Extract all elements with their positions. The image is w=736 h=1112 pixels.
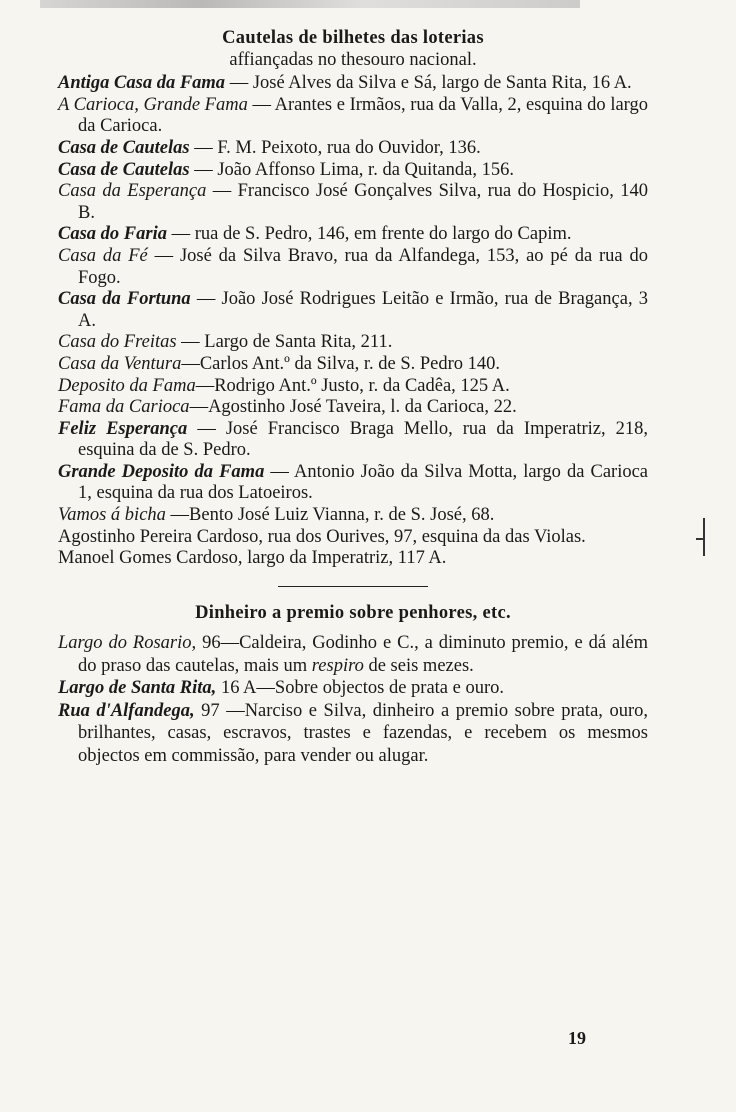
list-item — [58, 138, 648, 160]
entry-name: Deposito da Fama — [58, 375, 196, 396]
section-divider — [278, 586, 428, 587]
entry-name: Casa de Cautelas — [58, 137, 190, 158]
entry-name: Largo de Santa Rita, — [58, 678, 217, 699]
entry-name: Casa da Ventura — [58, 353, 182, 374]
entry-text: —Bento José Luiz Vianna, r. de S. José, 68. — [165, 505, 495, 526]
list-item — [58, 419, 648, 462]
entry-name: Largo do Rosario, — [58, 633, 197, 654]
entry-text: 97 —Narciso e Silva, dinheiro a premio sobre prata, ouro, brilhantes, casas, escravos, trastes e fazendas, e recebem os mesmos objectos em commissão, para vender ou alugar. — [78, 700, 648, 766]
entry-text: — João Affonso Lima, r. da Quitanda, 156. — [189, 159, 514, 180]
list-item — [58, 376, 648, 398]
list-item — [58, 462, 648, 505]
lottery-list — [58, 73, 648, 570]
entry-text: — Arantes e Irmãos, rua da Valla, 2, esquina do largo da Carioca. — [78, 94, 648, 137]
list-item — [58, 224, 648, 246]
entry-name: Casa da Esperança — [58, 181, 207, 202]
entry-name: Fama da Carioca — [58, 397, 190, 418]
entry-text: — Francisco José Gonçalves Silva, rua do Hospicio, 140 B. — [78, 181, 648, 223]
entry-italic: respiro — [311, 655, 364, 676]
entry-name: Casa de Cautelas — [58, 159, 190, 180]
list-item — [58, 397, 648, 419]
margin-mark — [703, 518, 705, 556]
entry-text: —Rodrigo Ant.º Justo, r. da Cadêa, 125 A. — [195, 375, 510, 396]
entry-text: 16 A—Sobre objectos de prata e ouro. — [216, 678, 505, 699]
entry-name: Vamos á bicha — [58, 505, 166, 526]
list-item — [58, 332, 648, 354]
print-smudge — [40, 0, 580, 8]
entry-name: Grande Deposito da Fama — [58, 461, 265, 482]
list-item — [58, 354, 648, 376]
entry-name: A Carioca, Grande Fama — [58, 94, 248, 115]
list-item — [58, 73, 648, 95]
entry-name: Rua d'Alfandega, — [58, 700, 195, 721]
entry-name: Antiga Casa da Fama — [58, 73, 226, 94]
entry-text: — José Alves da Silva e Sá, largo de Santa Rita, 16 A. — [225, 73, 632, 94]
entry-text: — José da Silva Bravo, rua da Alfandega, 153, ao pé da rua do Fogo. — [78, 245, 648, 288]
list-item — [58, 700, 648, 768]
entry-name: Casa do Freitas — [58, 332, 177, 353]
entry-text: —Carlos Ant.º da Silva, r. de S. Pedro 140. — [181, 353, 501, 374]
entry-text: — Antonio João da Silva Motta, largo da Carioca 1, esquina da rua dos Latoeiros. — [78, 461, 649, 504]
entry-text: — F. M. Peixoto, rua do Ouvidor, 136. — [189, 137, 481, 158]
list-item — [58, 181, 648, 224]
list-item — [58, 632, 648, 677]
entry-name: Casa do Faria — [58, 224, 167, 245]
entry-text: — Largo de Santa Rita, 211. — [176, 332, 393, 353]
list-item — [58, 289, 648, 332]
entry-text: Manoel Gomes Cardoso, largo da Imperatriz, 117 A. — [58, 548, 447, 569]
entry-name: Casa da Fé — [58, 245, 148, 266]
entry-text: — José Francisco Braga Mello, rua da Imperatriz, 218, esquina da de S. Pedro. — [78, 418, 649, 461]
list-item — [58, 160, 648, 182]
pawn-list — [58, 632, 648, 767]
entry-tail: de seis mezes. — [363, 655, 474, 676]
section-subtitle: affiançadas no thesouro nacional. — [229, 49, 477, 70]
section2-title: Dinheiro a premio sobre penhores, etc. — [195, 602, 511, 623]
entry-text: 96—Caldeira, Godinho e C., a diminuto premio, e dá além do praso das cautelas, mais um — [78, 633, 648, 676]
list-item — [58, 246, 648, 289]
entry-text: — João José Rodrigues Leitão e Irmão, rua de Bragança, 3 A. — [78, 289, 648, 331]
list-item — [58, 527, 648, 549]
list-item — [58, 95, 648, 138]
entry-text: Agostinho Pereira Cardoso, rua dos Ourives, 97, esquina da das Violas. — [58, 526, 586, 547]
entry-name: Casa da Fortuna — [58, 289, 191, 310]
section-title: Cautelas de bilhetes das loterias — [222, 28, 484, 48]
entry-name: Feliz Esperança — [58, 418, 188, 439]
entry-text: — rua de S. Pedro, 146, em frente do largo do Capim. — [166, 224, 572, 245]
entry-text: —Agostinho José Taveira, l. da Carioca, 22. — [189, 397, 517, 418]
list-item — [58, 677, 648, 700]
list-item — [58, 548, 648, 570]
list-item — [58, 505, 648, 527]
page-number: 19 — [568, 1028, 586, 1048]
